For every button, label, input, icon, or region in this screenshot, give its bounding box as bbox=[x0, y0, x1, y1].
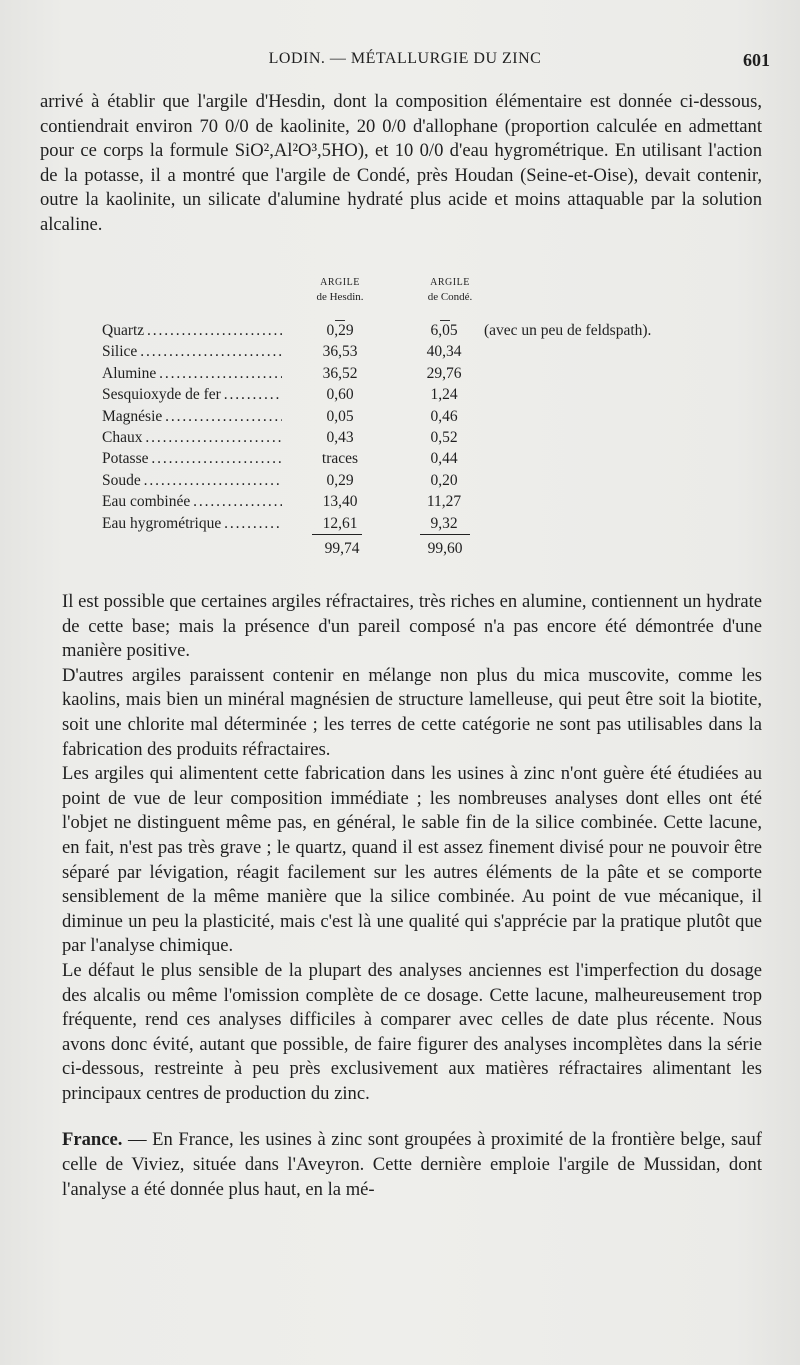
row-label: Eau hygrométrique . . . bbox=[102, 513, 282, 534]
value-hesdin: 0,60 bbox=[326, 386, 354, 404]
row-label: Quartz . . . bbox=[102, 320, 282, 341]
intro-paragraph: arrivé à établir que l'argile d'Hesdin, dont la composition élémentaire est donnée ci-dessous, contiendrait environ 70 0/0 de kaolinite, 20 0/0 d'allophane (proportion calculée en admettant pour ce corps la formule SiO²,Al²O³,5HO), et 10 0/0 d'eau hygrométrique. En utilisant l'action de la potasse, il a montré que l'argile de Condé, près Houdan (Seine-et-Oise), devait contenir, outre la kaolinite, un silicate d'alumine hydraté plus acide et moins attaquable par la solution alcaline. bbox=[40, 91, 762, 235]
value-conde: 40,34 bbox=[426, 343, 462, 361]
table-row bbox=[102, 470, 742, 491]
value-hesdin: traces bbox=[321, 450, 359, 468]
value-hesdin: 36,53 bbox=[322, 343, 358, 361]
paragraph: Le défaut le plus sensible de la plupart des analyses anciennes est l'imperfection du dosage des alcalis ou même l'omission complète de ce dosage. Cette lacune, malheureusement trop fréquente, rend ces analyses difficiles à comparer avec celles de date plus récente. Nous avons donc évité, autant que possible, de faire figurer des analyses incomplètes dans la série ci-dessous, restreinte à peu près exclusivement aux matières réfractaires alimentant les principaux centres de production du zinc. bbox=[62, 959, 762, 1104]
composition-table bbox=[102, 320, 742, 534]
row-label: Magnésie . . . bbox=[102, 406, 282, 427]
paragraph: Les argiles qui alimentent cette fabrication dans les usines à zinc n'ont guère été étudiées au point de vue de leur composition immédiate ; les nombreuses analyses dont elles ont été l'objet ne distinguent même pas, en général, le sable fin de la silice combinée. Cette lacune, en fait, n'est pas très grave ; le quartz, quand il est assez finement divisé pour ne pouvoir être séparé par lévigation, réagit facilement sur les autres éléments de la pâte et se comporte sensiblement de la même manière que la silice combinée. Au point de vue mécanique, il diminue un peu la plasticité, mais c'est là une qualité qui s'apprécie par la pratique plutôt que par l'analyse chimique. bbox=[62, 763, 762, 957]
row-label: Potasse . . . bbox=[102, 448, 282, 469]
value-hesdin: 0,05 bbox=[326, 407, 354, 425]
value-hesdin: 0,43 bbox=[326, 428, 354, 446]
column-header-conde-sub: de Condé. bbox=[427, 291, 473, 303]
value-conde: 0,20 bbox=[430, 471, 458, 489]
table-row bbox=[102, 448, 742, 469]
row-label: Eau combinée . . . bbox=[102, 491, 282, 512]
paragraph: D'autres argiles paraissent contenir en mélange non plus du mica muscovite, comme les kaolins, mais bien un minéral magnésien de structure lamelleuse, qui peut être soit la biotite, soit une chlorite mal déterminée ; les terres de cette catégorie ne sont pas utilisables dans la fabrication des produits réfractaires. bbox=[62, 664, 762, 760]
total-hesdin: 99,74 bbox=[324, 540, 360, 557]
row-note: (avec un peu de feldspath). bbox=[484, 322, 652, 339]
value-conde: 0,52 bbox=[430, 428, 458, 446]
column-header-hesdin bbox=[300, 276, 380, 304]
row-label: Soude . . . bbox=[102, 470, 282, 491]
value-hesdin: 12,61 bbox=[322, 514, 358, 532]
table-row bbox=[102, 513, 742, 534]
value-conde: 9,32 bbox=[430, 514, 458, 532]
column-header-hesdin-title: ARGILE bbox=[320, 277, 360, 288]
value-conde: 0,46 bbox=[430, 407, 458, 425]
table-row bbox=[102, 363, 742, 384]
france-paragraph bbox=[40, 1128, 762, 1202]
row-label: Sesquioxyde de fer . . . bbox=[102, 384, 282, 405]
running-header bbox=[40, 50, 770, 74]
table-row bbox=[102, 384, 742, 405]
value-conde: 1,24 bbox=[430, 386, 458, 404]
row-label: Silice . . . bbox=[102, 341, 282, 362]
value-hesdin: 0,29 bbox=[326, 471, 354, 489]
column-header-hesdin-sub: de Hesdin. bbox=[316, 291, 364, 303]
table-row bbox=[102, 406, 742, 427]
table-row bbox=[102, 320, 742, 341]
value-conde: 11,27 bbox=[426, 493, 462, 511]
total-conde: 99,60 bbox=[427, 540, 463, 557]
column-header-conde-title: ARGILE bbox=[430, 277, 470, 288]
value-hesdin: 0,29 bbox=[326, 322, 354, 339]
running-title: LODIN. — MÉTALLURGIE DU ZINC bbox=[268, 50, 542, 67]
table-row bbox=[102, 341, 742, 362]
value-conde: 6,05 bbox=[430, 322, 458, 339]
total-rule bbox=[312, 534, 362, 535]
body-text bbox=[40, 590, 762, 1202]
total-rule bbox=[420, 534, 470, 535]
value-conde: 29,76 bbox=[426, 364, 462, 382]
value-hesdin: 13,40 bbox=[322, 493, 358, 511]
value-hesdin: 36,52 bbox=[322, 364, 358, 382]
row-label: Alumine . . . bbox=[102, 363, 282, 384]
page-number: 601 bbox=[743, 50, 770, 70]
value-conde: 0,44 bbox=[430, 450, 458, 468]
column-header-conde bbox=[410, 276, 490, 304]
france-text: — En France, les usines à zinc sont groupées à proximité de la frontière belge, sauf celle de Viviez, située dans l'Aveyron. Cette dernière emploie l'argile de Mussidan, dont l'analyse a été donnée plus haut, en la mé- bbox=[62, 1129, 762, 1200]
table-row bbox=[102, 491, 742, 512]
paragraph: Il est possible que certaines argiles réfractaires, très riches en alumine, contiennent un hydrate de cette base; mais la présence d'un pareil composé n'a pas encore été démontrée d'une manière positive. bbox=[62, 591, 762, 662]
row-label: Chaux . . . bbox=[102, 427, 282, 448]
table-row bbox=[102, 427, 742, 448]
section-lead: France. bbox=[62, 1129, 123, 1151]
